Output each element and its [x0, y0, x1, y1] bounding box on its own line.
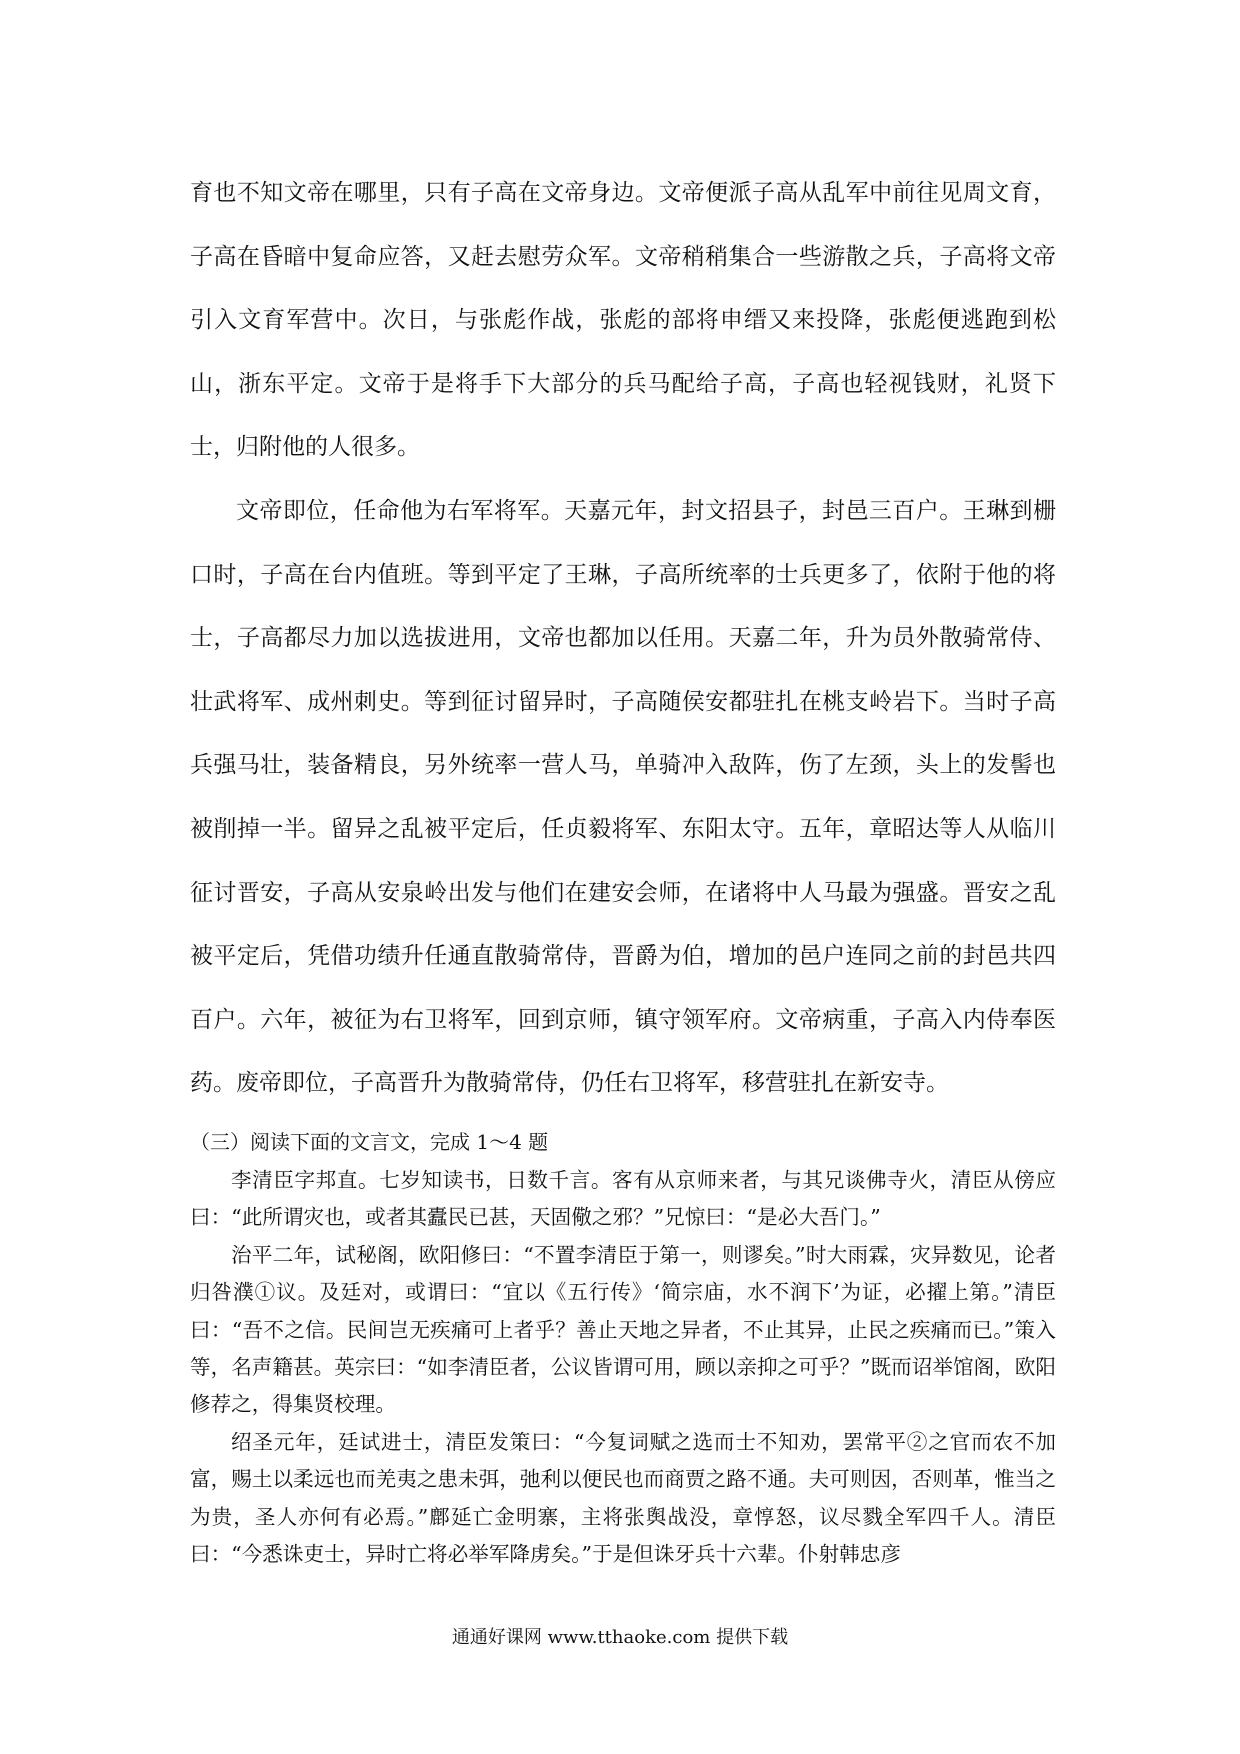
passage-paragraph-2: 治平二年，试秘阁，欧阳修曰：“不置李清臣于第一，则谬矣。”时大雨霖，灾异数见，论者归咎濮①议。及廷对，或谓曰：“宜以《五行传》‘简宗庙，水不润下’为证，必擢上第。”清臣曰：“吾不之信。民间岂无疾痛可上者乎？善止天地之异者，不止其异，止民之疾痛而已。”策入等，名声籍甚。英宗曰：“如李清臣者，公议皆谓可用，顾以亲抑之可乎？”既而诏举馆阁，欧阳修荐之，得集贤校理。	[190, 1242, 1056, 1417]
classical-chinese-section	[190, 1124, 1056, 1573]
section-title: （三）阅读下面的文言文，完成 1～4 题	[190, 1130, 549, 1154]
translation-paragraph-2: 文帝即位，任命他为右军将军。天嘉元年，封文招县子，封邑三百户。王琳到栅口时，子高在台内值班。等到平定了王琳，子高所统率的士兵更多了，依附于他的将士，子高都尽力加以选拔进用，文帝也都加以任用。天嘉二年，升为员外散骑常侍、壮武将军、成州刺史。等到征讨留异时，子高随侯安都驻扎在桃支岭岩下。当时子高兵强马壮，装备精良，另外统率一营人马，单骑冲入敌阵，伤了左颈，头上的发髻也被削掉一半。留异之乱被平定后，任贞毅将军、东阳太守。五年，章昭达等人从临川征讨晋安，子高从安泉岭出发与他们在建安会师，在诸将中人马最为强盛。晋安之乱被平定后，凭借功绩升任通直散骑常侍，晋爵为伯，增加的邑户连同之前的封邑共四百户。六年，被征为右卫将军，回到京师，镇守领军府。文帝病重，子高入内侍奉医药。废帝即位，子高晋升为散骑常侍，仍任右卫将军，移营驻扎在新安寺。	[190, 497, 1056, 1097]
passage-paragraph-3: 绍圣元年，廷试进士，清臣发策曰：“今复词赋之选而士不知劝，罢常平②之官而农不加富，赐土以柔远也而羌夷之患未弭，弛利以便民也而商贾之路不通。夫可则因，否则革，惟当之为贵，圣人亦何有必焉。”鄜延亡金明寨，主将张舆战没，章惇怒，议尽戮全军四千人。清臣曰：“今悉诛吏士，异时亡将必举军降虏矣。”于是但诛牙兵十六辈。仆射韩忠彦	[190, 1429, 1056, 1567]
passage-paragraph-1: 李清臣字邦直。七岁知读书，日数千言。客有从京师来者，与其兄谈佛寺火，清臣从傍应曰：“此所谓灾也，或者其蠹民已甚，天固儆之邪？”兄惊曰：“是必大吾门。”	[190, 1168, 1056, 1230]
translation-block	[190, 162, 1056, 1116]
page-footer: 通通好课网 www.tthaoke.com 提供下载	[451, 1627, 789, 1648]
translation-paragraph-1: 育也不知文帝在哪里，只有子高在文帝身边。文帝便派子高从乱军中前往见周文育，子高在昏暗中复命应答，又赶去慰劳众军。文帝稍稍集合一些游散之兵，子高将文帝引入文育军营中。次日，与张彪作战，张彪的部将申缙又来投降，张彪便逃跑到松山，浙东平定。文帝于是将手下大部分的兵马配给子高，子高也轻视钱财，礼贤下士，归附他的人很多。	[190, 180, 1056, 461]
